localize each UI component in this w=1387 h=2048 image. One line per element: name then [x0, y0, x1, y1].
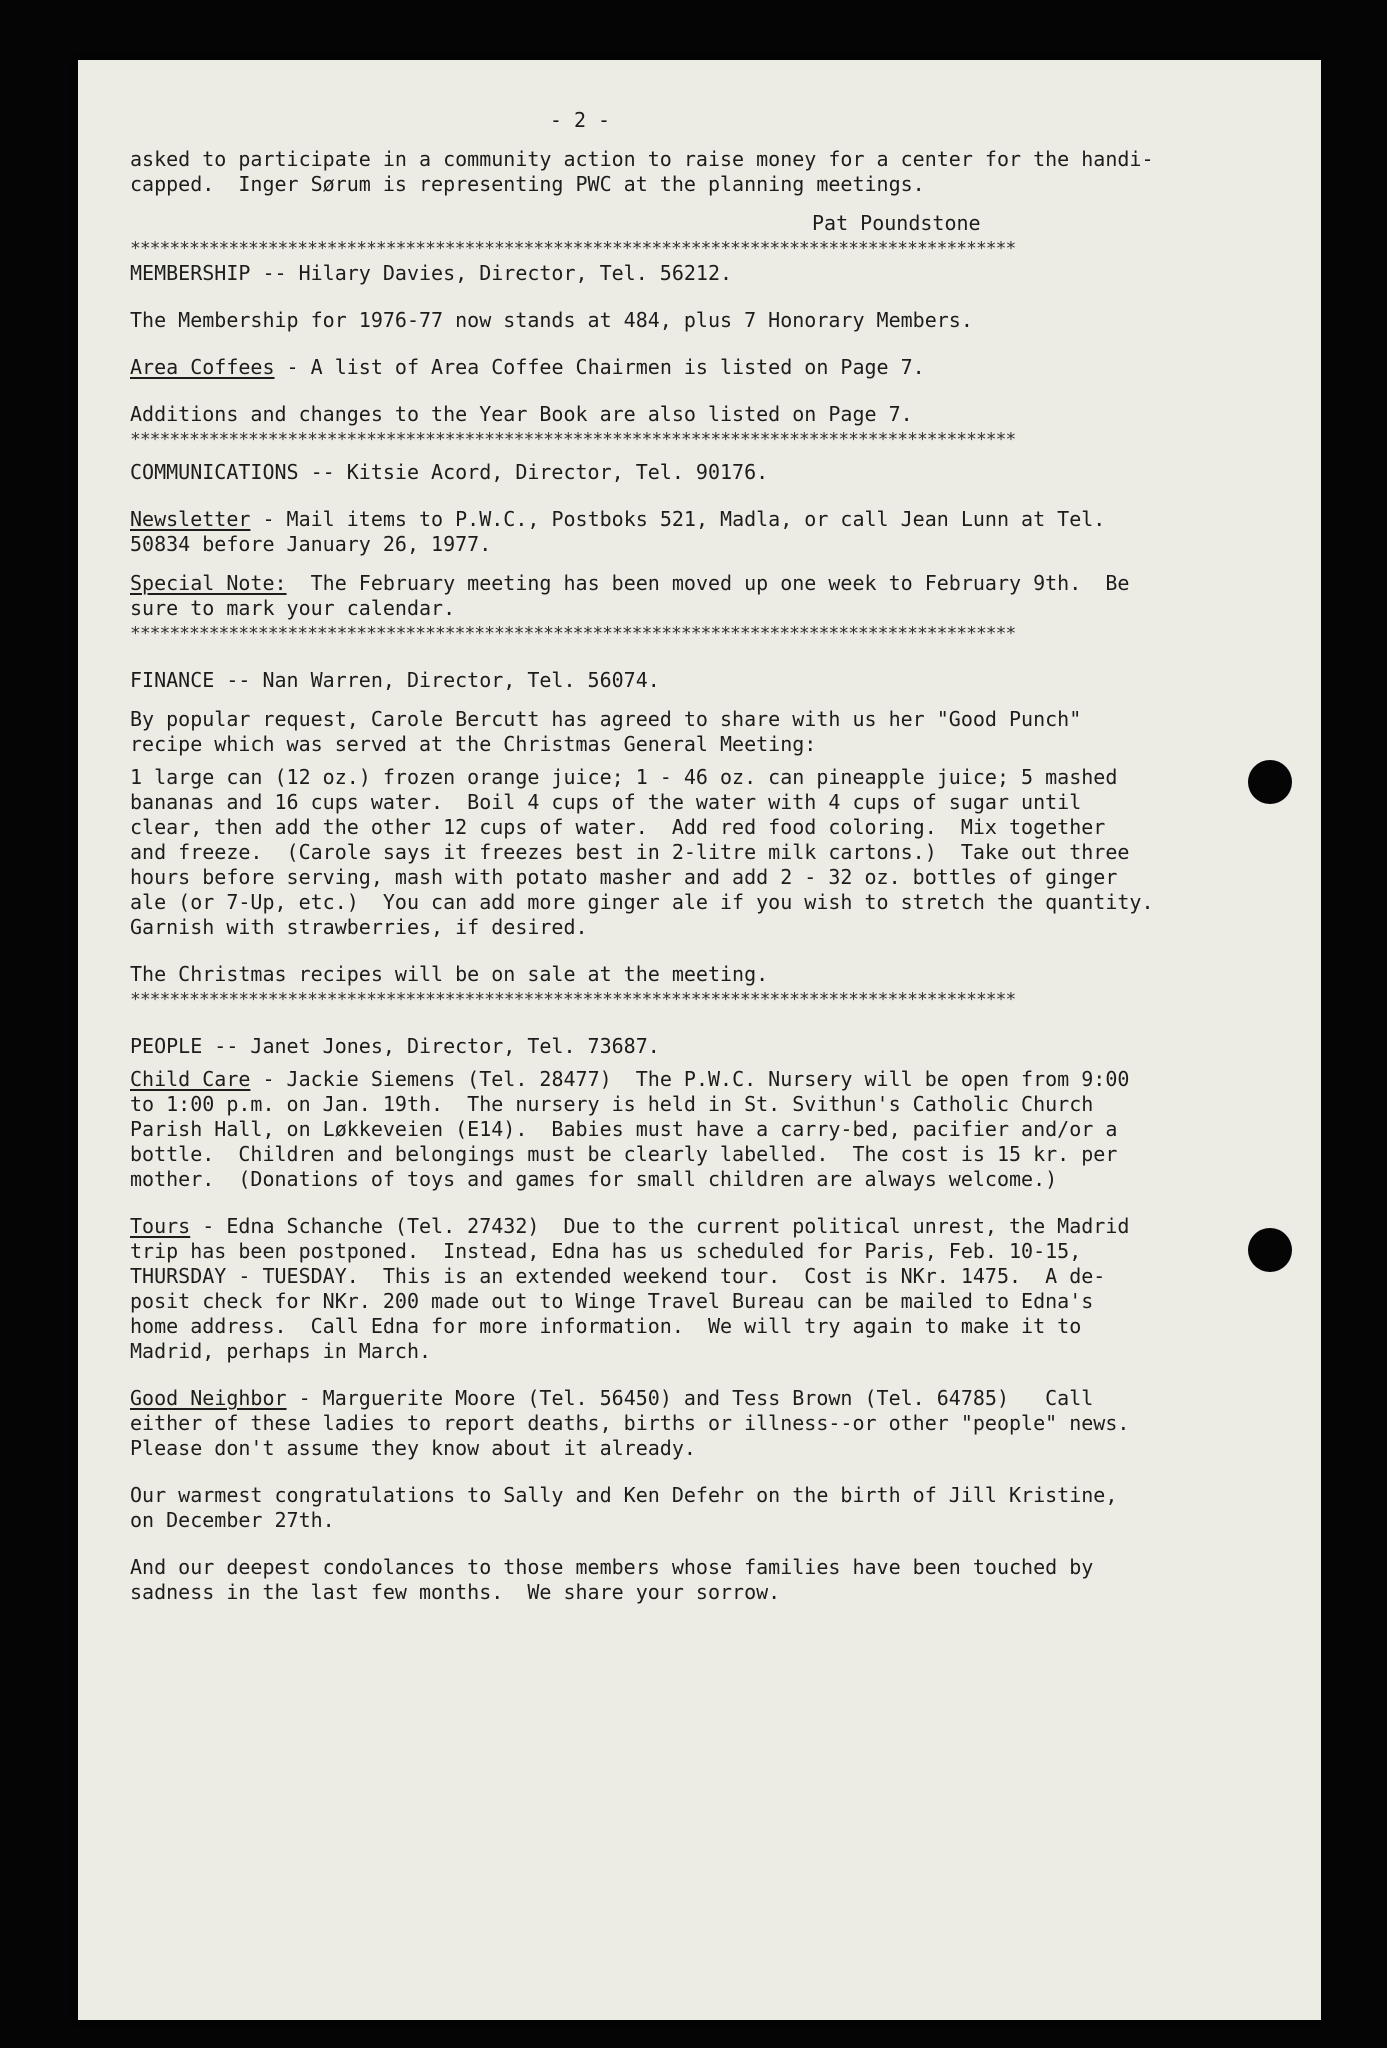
punch-hole [1248, 760, 1292, 804]
area-coffees-text: - A list of Area Coffee Chairmen is listed on Page 7. [274, 355, 925, 379]
special-note-line-1 [130, 571, 1260, 596]
newsletter-label: Newsletter [130, 507, 251, 531]
newsletter-paragraph-line-1 [130, 507, 1260, 532]
tours-line: posit check for NKr. 200 made out to Winge Travel Bureau can be mailed to Edna's [130, 1289, 1094, 1313]
child-care-line: to 1:00 p.m. on Jan. 19th. The nursery is held in St. Svithun's Catholic Church [130, 1092, 1094, 1116]
intro-line-2: capped. Inger Sørum is representing PWC at the planning meetings. [130, 172, 925, 196]
recipe-line: and freeze. (Carole says it freezes best in 2-litre milk cartons.) Take out three [130, 840, 1130, 864]
intro-signature: Pat Poundstone [812, 211, 981, 235]
area-coffees-paragraph [130, 355, 1260, 380]
tours-line: THURSDAY - TUESDAY. This is an extended weekend tour. Cost is NKr. 1475. A de- [130, 1264, 1106, 1288]
child-care-line-1 [130, 1067, 1260, 1092]
recipe-line: Garnish with strawberries, if desired. [130, 915, 588, 939]
newsletter-body [130, 60, 1260, 1605]
recipe-line: bananas and 16 cups water. Boil 4 cups of the water with 4 cups of sugar until [130, 790, 1082, 814]
congratulations-line: Our warmest congratulations to Sally and Ken Defehr on the birth of Jill Kristine, [130, 1483, 1118, 1507]
page-number: - 2 - [549, 108, 611, 132]
finance-heading: FINANCE -- Nan Warren, Director, Tel. 56074. [130, 668, 660, 692]
communications-heading: COMMUNICATIONS -- Kitsie Acord, Director, Tel. 90176. [130, 460, 769, 484]
recipe-line: 1 large can (12 oz.) frozen orange juice; 1 - 46 oz. can pineapple juice; 5 mashed [130, 765, 1118, 789]
special-note-line-2: sure to mark your calendar. [130, 596, 456, 620]
area-coffees-label: Area Coffees [130, 355, 275, 379]
punch-hole [1248, 1228, 1292, 1272]
special-note-label: Special Note: [130, 571, 287, 595]
child-care-label: Child Care [130, 1067, 251, 1091]
good-neighbor-text: - Marguerite Moore (Tel. 56450) and Tess Brown (Tel. 64785) Call [286, 1386, 1094, 1410]
document-page [78, 60, 1321, 2020]
congratulations-line: on December 27th. [130, 1508, 335, 1532]
recipe-line: ale (or 7-Up, etc.) You can add more ginger ale if you wish to stretch the quantity. [130, 890, 1154, 914]
tours-line: Madrid, perhaps in March. [130, 1339, 432, 1363]
tours-label: Tours [130, 1214, 191, 1238]
tours-line: home address. Call Edna for more information. We will try again to make it to [130, 1314, 1082, 1338]
good-neighbor-label: Good Neighbor [130, 1386, 287, 1410]
section-separator: ****************************************************************************************** [130, 238, 1016, 259]
finance-closing: The Christmas recipes will be on sale at the meeting. [130, 962, 769, 986]
tours-line-1 [130, 1214, 1260, 1239]
section-separator: ****************************************************************************************** [130, 623, 1016, 644]
child-care-line: Parish Hall, on Løkkeveien (E14). Babies must have a carry-bed, pacifier and/or a [130, 1117, 1118, 1141]
child-care-text: - Jackie Siemens (Tel. 28477) The P.W.C. Nursery will be open from 9:00 [250, 1067, 1130, 1091]
intro-line-1: asked to participate in a community action to raise money for a center for the handi- [130, 147, 1154, 171]
newsletter-paragraph-line-2: 50834 before January 26, 1977. [130, 532, 492, 556]
special-note-text: The February meeting has been moved up one week to February 9th. Be [286, 571, 1130, 595]
child-care-line: mother. (Donations of toys and games for small children are always welcome.) [130, 1167, 1058, 1191]
membership-count: The Membership for 1976-77 now stands at 484, plus 7 Honorary Members. [130, 308, 973, 332]
good-neighbor-line: Please don't assume they know about it already. [130, 1436, 696, 1460]
condolences-line: And our deepest condolances to those members whose families have been touched by [130, 1555, 1094, 1579]
recipe-line: clear, then add the other 12 cups of water. Add red food coloring. Mix together [130, 815, 1106, 839]
membership-heading: MEMBERSHIP -- Hilary Davies, Director, Tel. 56212. [130, 261, 733, 285]
people-heading: PEOPLE -- Janet Jones, Director, Tel. 73687. [130, 1034, 660, 1058]
tours-line: trip has been postponed. Instead, Edna has us scheduled for Paris, Feb. 10-15, [130, 1239, 1082, 1263]
condolences-line: sadness in the last few months. We share your sorrow. [130, 1580, 781, 1604]
yearbook-note: Additions and changes to the Year Book are also listed on Page 7. [130, 402, 913, 426]
section-separator: ****************************************************************************************** [130, 989, 1016, 1010]
tours-text: - Edna Schanche (Tel. 27432) Due to the current political unrest, the Madrid [190, 1214, 1130, 1238]
finance-intro-line-1: By popular request, Carole Bercutt has agreed to share with us her "Good Punch" [130, 707, 1082, 731]
section-separator: ****************************************************************************************** [130, 429, 1016, 450]
recipe-line: hours before serving, mash with potato masher and add 2 - 32 oz. bottles of ginger [130, 865, 1118, 889]
child-care-line: bottle. Children and belongings must be clearly labelled. The cost is 15 kr. per [130, 1142, 1118, 1166]
finance-intro-line-2: recipe which was served at the Christmas General Meeting: [130, 732, 817, 756]
good-neighbor-line: either of these ladies to report deaths, births or illness--or other "people" news. [130, 1411, 1130, 1435]
newsletter-text: - Mail items to P.W.C., Postboks 521, Madla, or call Jean Lunn at Tel. [250, 507, 1106, 531]
good-neighbor-line-1 [130, 1386, 1260, 1411]
